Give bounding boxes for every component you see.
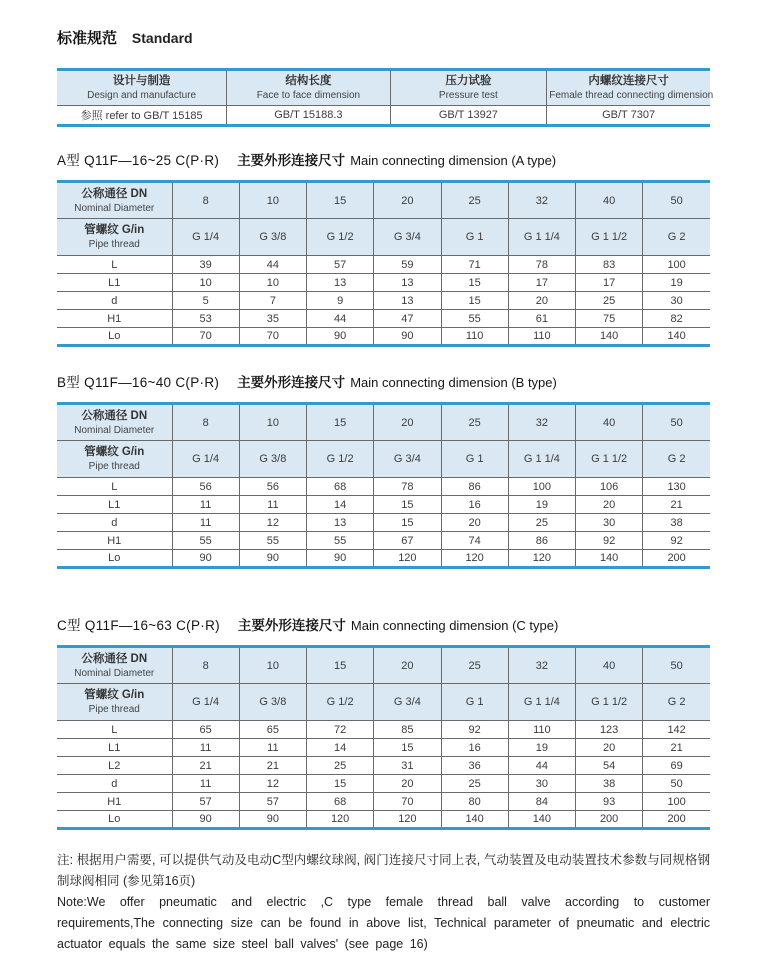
dimension-value: 19 (643, 274, 710, 292)
dimension-value: 20 (441, 514, 508, 532)
header-thread-value: G 3/4 (374, 219, 441, 256)
dimension-value: 11 (239, 739, 306, 757)
dimension-value: 14 (307, 739, 374, 757)
dimension-value: 21 (643, 496, 710, 514)
dimension-value: 90 (172, 811, 239, 829)
row-label: d (57, 514, 172, 532)
standard-header-en: Design and manufacture (87, 90, 197, 101)
table-title-desc-en: Main connecting dimension (A type) (350, 153, 557, 168)
dimension-value: 17 (508, 274, 575, 292)
header-dn-value: 8 (172, 182, 239, 219)
dimension-value: 36 (441, 757, 508, 775)
dimension-value: 140 (576, 550, 643, 568)
dimension-value: 10 (172, 274, 239, 292)
standard-value-cell: GB/T 13927 (390, 106, 547, 126)
dimension-value: 92 (576, 532, 643, 550)
standard-header-cell (390, 70, 547, 106)
dimension-table-c (57, 645, 710, 830)
row-label: d (57, 775, 172, 793)
header-dn-row (57, 647, 710, 684)
header-thread-row (57, 441, 710, 478)
dimension-value: 7 (239, 292, 306, 310)
row-label: H1 (57, 310, 172, 328)
dimension-value: 16 (441, 739, 508, 757)
dimension-value: 25 (441, 775, 508, 793)
dimension-value: 15 (374, 496, 441, 514)
standard-header-en: Face to face dimension (256, 90, 361, 101)
dimension-value: 92 (441, 721, 508, 739)
dimension-tables (57, 144, 710, 830)
dimension-value: 70 (239, 328, 306, 346)
dimension-table-b (57, 402, 710, 569)
row-label: d (57, 292, 172, 310)
header-thread-value: G 1/2 (307, 441, 374, 478)
dimension-value: 35 (239, 310, 306, 328)
dimension-value: 110 (441, 328, 508, 346)
row-label: L (57, 721, 172, 739)
dimension-value: 20 (374, 775, 441, 793)
standard-table (57, 68, 714, 127)
header-thread-value: G 2 (643, 219, 710, 256)
dimension-value: 30 (643, 292, 710, 310)
row-label: Lo (57, 550, 172, 568)
header-thread-value: G 1/4 (172, 219, 239, 256)
dimension-value: 68 (307, 478, 374, 496)
standard-value-cell: GB/T 7307 (547, 106, 710, 126)
dimension-value: 92 (643, 532, 710, 550)
header-thread-row (57, 684, 710, 721)
header-dn-label-en: Nominal Diameter (74, 202, 155, 214)
dimension-value: 11 (172, 739, 239, 757)
row-label: L1 (57, 496, 172, 514)
header-dn-label-en: Nominal Diameter (74, 667, 155, 679)
header-thread-value: G 1 1/2 (576, 219, 643, 256)
dimension-row (57, 310, 710, 328)
header-dn-value: 8 (172, 404, 239, 441)
dimension-value: 78 (508, 256, 575, 274)
dimension-value: 54 (576, 757, 643, 775)
dimension-value: 55 (307, 532, 374, 550)
dimension-row (57, 256, 710, 274)
dimension-value: 110 (508, 328, 575, 346)
dimension-value: 90 (307, 550, 374, 568)
header-dn-value: 25 (441, 647, 508, 684)
header-dn-value: 20 (374, 647, 441, 684)
standard-header-cell (227, 70, 390, 106)
dimension-value: 55 (441, 310, 508, 328)
note-text-en: Note:We offer pneumatic and electric ,C type female thread ball valve according to customer requirements,The connecting size can be found in above list, Technical parameter of pneumatic and electric actuator equals the same size steel ball valves' (see page 16) (57, 895, 710, 951)
header-thread-value: G 1 1/2 (576, 441, 643, 478)
dimension-value: 67 (374, 532, 441, 550)
row-label: L (57, 256, 172, 274)
dimension-row (57, 811, 710, 829)
header-thread-value: G 1 1/4 (508, 219, 575, 256)
dimension-value: 140 (576, 328, 643, 346)
header-thread-value: G 1 (441, 684, 508, 721)
dimension-value: 57 (172, 793, 239, 811)
header-thread-value: G 3/8 (239, 441, 306, 478)
table-title-desc-zh: 主要外形连接尺寸 (237, 618, 346, 633)
header-thread-row (57, 219, 710, 256)
header-thread-value: G 3/8 (239, 684, 306, 721)
header-dn-value: 20 (374, 404, 441, 441)
dimension-value: 21 (172, 757, 239, 775)
dimension-value: 78 (374, 478, 441, 496)
header-dn-value: 50 (643, 647, 710, 684)
dimension-value: 38 (643, 514, 710, 532)
header-thread-label-zh: 管螺纹 G/in (84, 689, 145, 701)
header-dn-value: 15 (307, 182, 374, 219)
dimension-value: 25 (508, 514, 575, 532)
header-dn-value: 10 (239, 647, 306, 684)
table-title-desc-en: Main connecting dimension (B type) (350, 375, 557, 390)
dimension-value: 82 (643, 310, 710, 328)
header-thread-value: G 2 (643, 684, 710, 721)
header-thread-label (57, 441, 172, 478)
dimension-value: 71 (441, 256, 508, 274)
dimension-value: 53 (172, 310, 239, 328)
header-dn-label-zh: 公称通径 DN (81, 187, 148, 200)
header-dn-value: 8 (172, 647, 239, 684)
dimension-value: 74 (441, 532, 508, 550)
header-thread-value: G 3/4 (374, 441, 441, 478)
standard-header-zh: 内螺纹连接尺寸 (588, 75, 669, 87)
header-thread-value: G 3/4 (374, 684, 441, 721)
table-title-code: B型 Q11F—16~40 C(P·R) (57, 375, 220, 390)
dimension-value: 70 (172, 328, 239, 346)
dimension-row (57, 496, 710, 514)
dimension-value: 85 (374, 721, 441, 739)
header-dn-value: 40 (576, 404, 643, 441)
page-title-zh: 标准规范 (57, 30, 118, 47)
dimension-value: 11 (172, 496, 239, 514)
header-dn-value: 32 (508, 647, 575, 684)
dimension-value: 140 (508, 811, 575, 829)
dimension-value: 120 (374, 550, 441, 568)
table-title-code: C型 Q11F—16~63 C(P·R) (57, 618, 220, 633)
dimension-value: 70 (374, 793, 441, 811)
row-label: L (57, 478, 172, 496)
dimension-value: 69 (643, 757, 710, 775)
dimension-value: 11 (172, 775, 239, 793)
dimension-value: 55 (172, 532, 239, 550)
dimension-value: 120 (374, 811, 441, 829)
header-dn-value: 40 (576, 182, 643, 219)
dimension-value: 15 (441, 274, 508, 292)
dimension-value: 75 (576, 310, 643, 328)
dimension-value: 30 (508, 775, 575, 793)
dimension-value: 93 (576, 793, 643, 811)
dimension-value: 55 (239, 532, 306, 550)
dimension-value: 123 (576, 721, 643, 739)
table-title-a (57, 144, 710, 172)
dimension-value: 44 (508, 757, 575, 775)
header-thread-value: G 1 (441, 219, 508, 256)
header-thread-value: G 3/8 (239, 219, 306, 256)
dimension-value: 200 (643, 550, 710, 568)
dimension-value: 56 (239, 478, 306, 496)
header-dn-value: 10 (239, 404, 306, 441)
header-dn-value: 20 (374, 182, 441, 219)
dim-section-b (57, 366, 710, 569)
dimension-table-a (57, 180, 710, 347)
dimension-value: 90 (239, 550, 306, 568)
row-label: H1 (57, 532, 172, 550)
dimension-value: 25 (576, 292, 643, 310)
table-title-desc-en: Main connecting dimension (C type) (350, 618, 559, 633)
dimension-value: 140 (441, 811, 508, 829)
row-label: L1 (57, 274, 172, 292)
dimension-value: 20 (508, 292, 575, 310)
dimension-value: 21 (239, 757, 306, 775)
row-label: H1 (57, 793, 172, 811)
header-dn-value: 10 (239, 182, 306, 219)
dimension-value: 5 (172, 292, 239, 310)
row-label: L1 (57, 739, 172, 757)
dimension-value: 86 (441, 478, 508, 496)
standard-header-en: Female thread connecting dimension (549, 90, 714, 101)
dimension-value: 16 (441, 496, 508, 514)
header-thread-label-en: Pipe thread (88, 704, 140, 715)
header-thread-value: G 1/2 (307, 684, 374, 721)
header-thread-label-zh: 管螺纹 G/in (84, 446, 145, 458)
dimension-value: 20 (576, 496, 643, 514)
dimension-value: 12 (239, 514, 306, 532)
dimension-value: 17 (576, 274, 643, 292)
dimension-value: 120 (508, 550, 575, 568)
dimension-value: 120 (441, 550, 508, 568)
dimension-row (57, 721, 710, 739)
dimension-value: 12 (239, 775, 306, 793)
dimension-value: 80 (441, 793, 508, 811)
dimension-row (57, 514, 710, 532)
header-thread-value: G 1/4 (172, 441, 239, 478)
header-dn-label (57, 647, 172, 684)
dimension-row (57, 478, 710, 496)
dimension-value: 83 (576, 256, 643, 274)
header-dn-value: 40 (576, 647, 643, 684)
header-thread-label (57, 684, 172, 721)
note-text-zh: 注: 根据用户需要, 可以提供气动及电动C型内螺纹球阀, 阀门连接尺寸同上表, 气动装置及电动装置技术参数与同规格钢制球阀相同 (参见第16页) (57, 853, 710, 888)
dimension-value: 90 (374, 328, 441, 346)
dimension-value: 44 (239, 256, 306, 274)
dimension-value: 100 (508, 478, 575, 496)
header-thread-label (57, 219, 172, 256)
dimension-value: 15 (374, 739, 441, 757)
dimension-value: 200 (576, 811, 643, 829)
dimension-row (57, 775, 710, 793)
dimension-value: 90 (172, 550, 239, 568)
dimension-value: 120 (307, 811, 374, 829)
dimension-value: 30 (576, 514, 643, 532)
dimension-value: 19 (508, 496, 575, 514)
dimension-row (57, 328, 710, 346)
dimension-value: 44 (307, 310, 374, 328)
table-title-desc-zh: 主要外形连接尺寸 (237, 375, 346, 390)
standard-value-cell: GB/T 15188.3 (227, 106, 390, 126)
standard-header-zh: 压力试验 (445, 75, 492, 87)
header-thread-value: G 1 (441, 441, 508, 478)
header-dn-value: 15 (307, 404, 374, 441)
dimension-value: 130 (643, 478, 710, 496)
dimension-value: 90 (239, 811, 306, 829)
dim-section-c (57, 609, 710, 830)
row-label: Lo (57, 328, 172, 346)
dimension-value: 65 (239, 721, 306, 739)
header-thread-value: G 2 (643, 441, 710, 478)
dimension-value: 86 (508, 532, 575, 550)
header-dn-value: 15 (307, 647, 374, 684)
standard-header-en: Pressure test (438, 90, 498, 101)
dimension-value: 15 (307, 775, 374, 793)
dimension-value: 140 (643, 328, 710, 346)
dimension-value: 100 (643, 793, 710, 811)
dimension-value: 56 (172, 478, 239, 496)
dimension-value: 10 (239, 274, 306, 292)
header-dn-row (57, 182, 710, 219)
dimension-value: 13 (374, 274, 441, 292)
header-thread-label-zh: 管螺纹 G/in (84, 224, 145, 236)
page-title (57, 14, 710, 51)
header-dn-label (57, 182, 172, 219)
standard-header-cell (547, 70, 714, 106)
header-dn-label-zh: 公称通径 DN (81, 409, 148, 422)
header-dn-value: 50 (643, 404, 710, 441)
dimension-value: 25 (307, 757, 374, 775)
dimension-value: 9 (307, 292, 374, 310)
header-thread-label-en: Pipe thread (88, 461, 140, 472)
dimension-value: 20 (576, 739, 643, 757)
header-dn-value: 50 (643, 182, 710, 219)
dimension-value: 50 (643, 775, 710, 793)
standard-value-cell: 参照 refer to GB/T 15185 (57, 106, 227, 126)
table-title-code: A型 Q11F—16~25 C(P·R) (57, 153, 220, 168)
dimension-value: 47 (374, 310, 441, 328)
dimension-value: 90 (307, 328, 374, 346)
dimension-value: 15 (374, 514, 441, 532)
header-thread-value: G 1 1/4 (508, 441, 575, 478)
dimension-value: 57 (239, 793, 306, 811)
header-thread-value: G 1/2 (307, 219, 374, 256)
header-dn-row (57, 404, 710, 441)
dimension-value: 31 (374, 757, 441, 775)
dimension-value: 14 (307, 496, 374, 514)
dimension-value: 61 (508, 310, 575, 328)
dimension-value: 106 (576, 478, 643, 496)
dimension-value: 13 (307, 514, 374, 532)
standard-table-header-row (57, 70, 710, 106)
dimension-value: 11 (172, 514, 239, 532)
dimension-value: 39 (172, 256, 239, 274)
header-dn-label-en: Nominal Diameter (74, 424, 155, 436)
dimension-value: 19 (508, 739, 575, 757)
dimension-row (57, 793, 710, 811)
dimension-value: 84 (508, 793, 575, 811)
header-dn-label (57, 404, 172, 441)
dimension-row (57, 739, 710, 757)
dimension-value: 13 (374, 292, 441, 310)
dimension-row (57, 550, 710, 568)
dimension-value: 57 (307, 256, 374, 274)
dimension-value: 59 (374, 256, 441, 274)
dimension-row (57, 274, 710, 292)
dimension-row (57, 532, 710, 550)
header-thread-value: G 1/4 (172, 684, 239, 721)
header-dn-value: 32 (508, 404, 575, 441)
dimension-value: 21 (643, 739, 710, 757)
header-dn-value: 25 (441, 182, 508, 219)
header-dn-value: 25 (441, 404, 508, 441)
dimension-row (57, 757, 710, 775)
table-title-desc-zh: 主要外形连接尺寸 (237, 153, 346, 168)
header-dn-value: 32 (508, 182, 575, 219)
dimension-value: 13 (307, 274, 374, 292)
table-title-c (57, 609, 710, 637)
header-thread-value: G 1 1/2 (576, 684, 643, 721)
dimension-value: 15 (441, 292, 508, 310)
header-thread-label-en: Pipe thread (88, 239, 140, 250)
dimension-value: 11 (239, 496, 306, 514)
header-thread-value: G 1 1/4 (508, 684, 575, 721)
dimension-value: 72 (307, 721, 374, 739)
dimension-value: 200 (643, 811, 710, 829)
dimension-value: 65 (172, 721, 239, 739)
row-label: Lo (57, 811, 172, 829)
dim-section-a (57, 144, 710, 347)
dimension-value: 100 (643, 256, 710, 274)
dimension-row (57, 292, 710, 310)
page-title-en: Standard (131, 30, 193, 46)
standard-header-cell (57, 70, 227, 106)
header-dn-label-zh: 公称通径 DN (81, 652, 148, 665)
dimension-value: 142 (643, 721, 710, 739)
dimension-value: 68 (307, 793, 374, 811)
table-title-b (57, 366, 710, 394)
standard-header-zh: 设计与制造 (112, 75, 171, 87)
standard-header-zh: 结构长度 (285, 75, 332, 87)
row-label: L2 (57, 757, 172, 775)
dimension-value: 110 (508, 721, 575, 739)
standard-table-value-row (57, 106, 710, 126)
dimension-value: 38 (576, 775, 643, 793)
